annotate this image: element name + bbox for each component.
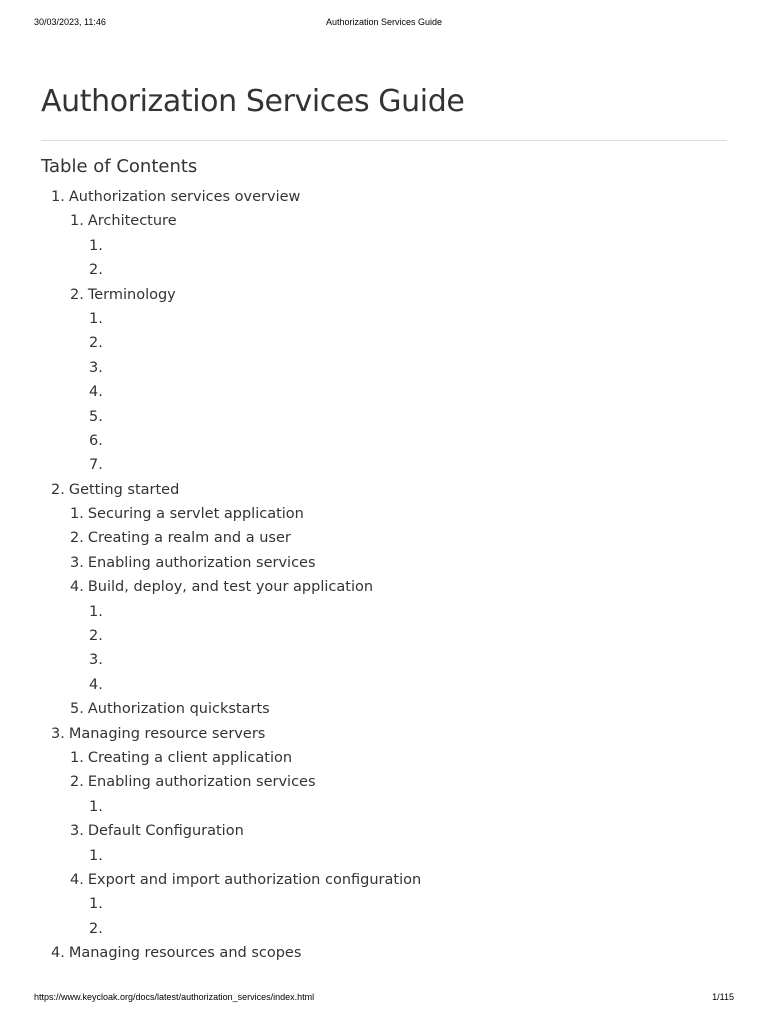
toc-item[interactable] bbox=[0, 941, 768, 965]
toc-item-number: 6. bbox=[89, 432, 103, 449]
toc-item[interactable] bbox=[0, 526, 768, 550]
toc-item-number: 3. bbox=[70, 554, 84, 571]
toc-item bbox=[0, 307, 768, 331]
toc-item-number: 1. bbox=[89, 798, 103, 815]
toc-item[interactable] bbox=[0, 551, 768, 575]
toc-item-number: 2. bbox=[89, 262, 103, 279]
toc-item-number: 4. bbox=[70, 579, 84, 596]
toc-item-number: 3. bbox=[70, 823, 84, 840]
toc-item-number: 1. bbox=[89, 896, 103, 913]
toc-item-number: 5. bbox=[89, 408, 103, 425]
toc-item bbox=[0, 795, 768, 819]
toc-item-number: 1. bbox=[89, 237, 103, 254]
page-title: Authorization Services Guide bbox=[41, 84, 465, 119]
toc-item-number: 7. bbox=[89, 457, 103, 474]
toc-item-number: 3. bbox=[51, 725, 65, 742]
toc-item-number: 1. bbox=[51, 189, 65, 205]
print-footer bbox=[0, 992, 768, 1008]
toc-item-number: 2. bbox=[51, 481, 65, 498]
toc-item-number: 1. bbox=[89, 847, 103, 864]
toc-item bbox=[0, 844, 768, 868]
toc-item bbox=[0, 429, 768, 453]
toc-item bbox=[0, 917, 768, 941]
toc-item[interactable] bbox=[0, 746, 768, 770]
toc-item-number: 4. bbox=[89, 676, 103, 693]
toc-item-number: 3. bbox=[89, 652, 103, 669]
toc-item-number: 2. bbox=[70, 774, 84, 791]
toc-item bbox=[0, 405, 768, 429]
toc-item-link[interactable]: Authorization quickstarts bbox=[87, 701, 270, 718]
toc-item-link[interactable]: Managing resource servers bbox=[68, 725, 266, 742]
toc-item-number: 2. bbox=[89, 628, 103, 645]
toc-item-link[interactable]: Enabling authorization services bbox=[87, 774, 316, 791]
title-divider bbox=[41, 140, 727, 141]
toc-item-number: 3. bbox=[89, 359, 103, 376]
toc-item[interactable] bbox=[0, 868, 768, 892]
toc-heading: Table of Contents bbox=[41, 156, 198, 177]
toc-item bbox=[0, 234, 768, 258]
toc-item[interactable] bbox=[0, 770, 768, 794]
print-datetime: 30/03/2023, 11:46 bbox=[34, 17, 106, 27]
toc-item-number: 1. bbox=[70, 506, 84, 523]
toc-item-number: 5. bbox=[70, 701, 84, 718]
toc-item-link[interactable]: Architecture bbox=[87, 213, 177, 230]
toc-item bbox=[0, 380, 768, 404]
toc-item-number: 1. bbox=[89, 310, 103, 327]
toc-item[interactable] bbox=[0, 697, 768, 721]
toc-item[interactable] bbox=[0, 209, 768, 233]
toc-item bbox=[0, 453, 768, 477]
toc-item bbox=[0, 331, 768, 355]
print-header-title: Authorization Services Guide bbox=[325, 17, 443, 27]
toc-item-number: 2. bbox=[70, 530, 84, 547]
print-url: https://www.keycloak.org/docs/latest/authorization_services/index.html bbox=[34, 992, 315, 1002]
toc-item[interactable] bbox=[0, 502, 768, 526]
toc-item-number: 4. bbox=[51, 945, 65, 962]
toc-item-link[interactable]: Export and import authorization configuration bbox=[87, 871, 422, 888]
toc-item[interactable] bbox=[0, 722, 768, 746]
toc-item[interactable] bbox=[0, 185, 768, 209]
page-counter: 1/115 bbox=[712, 992, 734, 1002]
toc-item[interactable] bbox=[0, 819, 768, 843]
toc-item bbox=[0, 673, 768, 697]
toc-item-number: 1. bbox=[89, 603, 103, 620]
toc-item[interactable] bbox=[0, 575, 768, 599]
toc-item-number: 4. bbox=[70, 871, 84, 888]
toc-item-link[interactable]: Build, deploy, and test your application bbox=[87, 579, 374, 596]
toc-item bbox=[0, 624, 768, 648]
toc-item bbox=[0, 356, 768, 380]
toc-item bbox=[0, 600, 768, 624]
toc-item[interactable] bbox=[0, 478, 768, 502]
toc-item-number: 2. bbox=[70, 286, 84, 303]
toc-item-number: 1. bbox=[70, 749, 84, 766]
toc-item-link[interactable]: Creating a realm and a user bbox=[87, 530, 291, 547]
toc-item-number: 4. bbox=[89, 384, 103, 401]
toc-item-link[interactable]: Creating a client application bbox=[87, 749, 293, 766]
print-header bbox=[0, 17, 768, 33]
toc-item-link[interactable]: Securing a servlet application bbox=[87, 506, 304, 523]
toc-item-link[interactable]: Getting started bbox=[68, 481, 180, 498]
toc-item[interactable] bbox=[0, 283, 768, 307]
toc-item bbox=[0, 892, 768, 916]
toc-item-number: 2. bbox=[89, 920, 103, 937]
toc-item-link[interactable]: Enabling authorization services bbox=[87, 554, 316, 571]
toc-item bbox=[0, 258, 768, 282]
toc-item-link[interactable]: Default Configuration bbox=[87, 823, 244, 840]
toc-item-number: 1. bbox=[70, 213, 84, 230]
toc-item-number: 2. bbox=[89, 335, 103, 352]
toc-item-link[interactable]: Managing resources and scopes bbox=[68, 945, 302, 962]
toc-item-link[interactable]: Terminology bbox=[87, 286, 176, 303]
table-of-contents bbox=[0, 185, 768, 966]
toc-item-link[interactable]: Authorization services overview bbox=[68, 189, 301, 205]
toc-item bbox=[0, 648, 768, 672]
